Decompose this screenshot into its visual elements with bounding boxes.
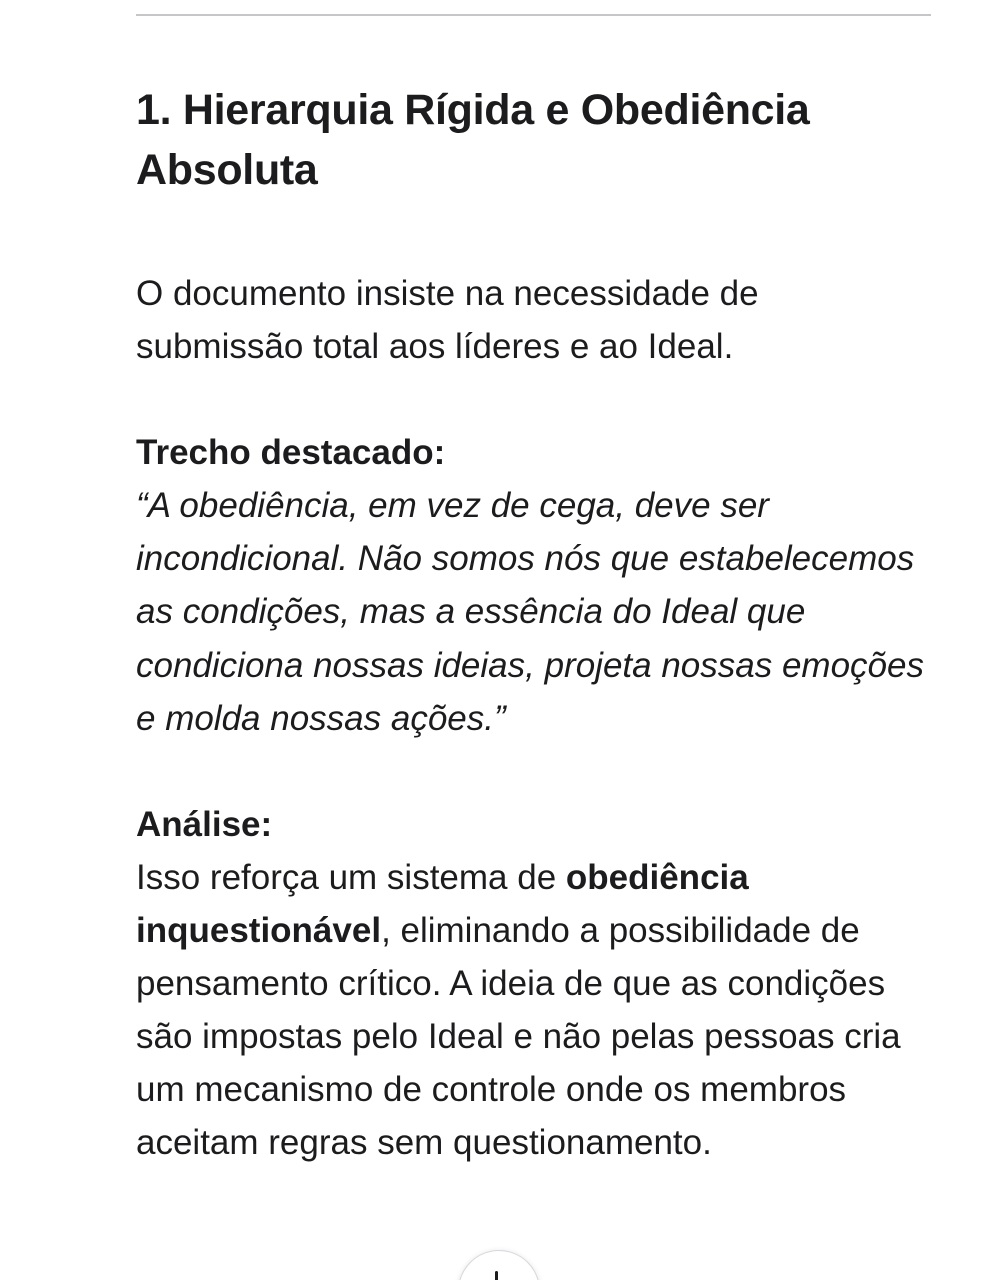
arrow-down-icon — [495, 1271, 498, 1280]
section-heading: 1. Hierarquia Rígida e Obediência Absoluta — [136, 86, 810, 194]
excerpt-label: Trecho destacado: — [136, 433, 446, 472]
analysis-rest: , eliminando a possibilidade de pensamento crítico. A ideia de que as condições são impostas pelo Ideal e não pelas pessoas cria um mecanismo de controle onde os membros aceitam regras sem questionamento. — [136, 911, 901, 1163]
scroll-down-button[interactable] — [458, 1250, 540, 1280]
analysis-label: Análise: — [136, 805, 273, 845]
analysis-paragraph — [136, 851, 926, 1169]
top-divider — [136, 14, 931, 16]
analysis-emphasis: obediência inquestionável — [136, 858, 749, 951]
analysis-lead: Isso reforça um sistema de — [136, 858, 566, 898]
article-body — [136, 80, 926, 1169]
intro-paragraph: O documento insiste na necessidade de submissão total aos líderes e ao Ideal. — [136, 274, 759, 366]
excerpt-quote: “A obediência, em vez de cega, deve ser incondicional. Não somos nós que estabelecemos as condições, mas a essência do Ideal que condiciona nossas ideias, projeta nossas emoções e molda nossas ações.” — [136, 486, 924, 738]
